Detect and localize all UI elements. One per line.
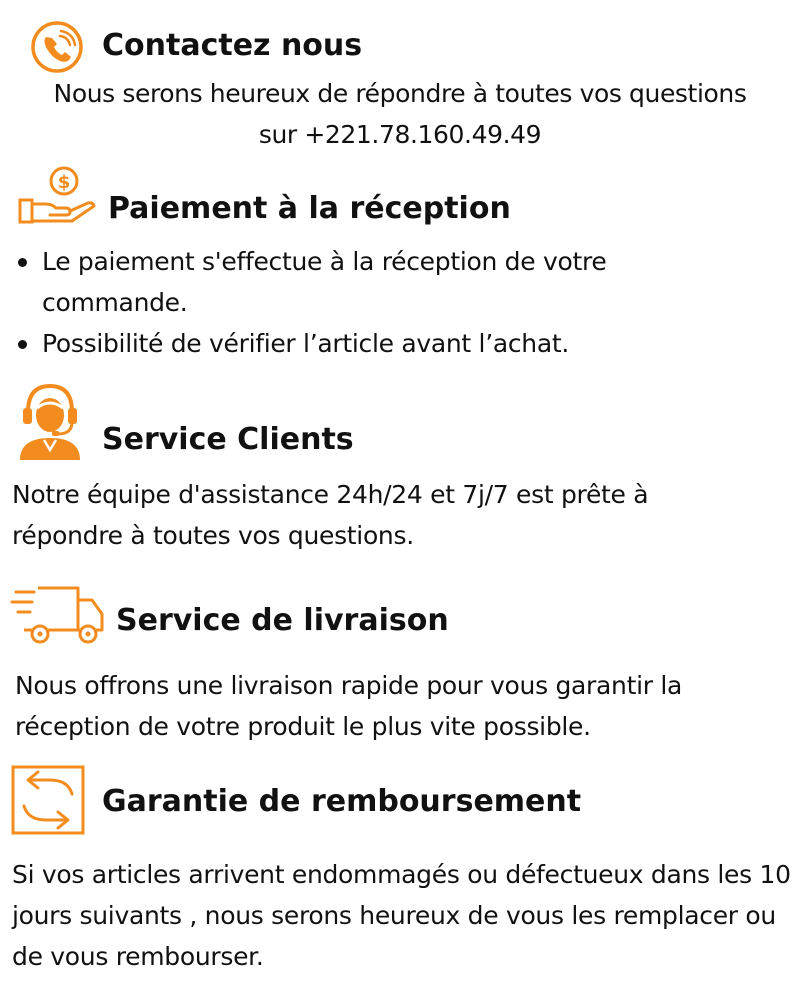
customer-service-title: Service Clients (102, 422, 354, 457)
refund-title: Garantie de remboursement (102, 784, 582, 819)
payment-title: Paiement à la réception (108, 191, 511, 226)
exchange-arrows-icon (10, 764, 86, 836)
list-item: Le paiement s'effectue à la réception de votre commande. (18, 241, 718, 323)
contact-text-line2: sur +221.78.160.49.49 (258, 120, 542, 149)
contact-title: Contactez nous (102, 28, 363, 63)
delivery-text: Nous offrons une livraison rapide pour vous garantir la réception de votre produit le plus vite possible. (15, 671, 683, 741)
delivery-truck-icon (10, 584, 106, 646)
delivery-title: Service de livraison (116, 603, 449, 638)
phone-icon (26, 20, 88, 74)
payment-bullet-list (18, 241, 718, 364)
refund-text: Si vos articles arrivent endommagés ou défectueux dans les 10 jours suivants , nous serons heureux de vous les remplacer ou de vous rembourser. (12, 860, 791, 971)
list-item: Possibilité de vérifier l’article avant l’achat. (18, 323, 718, 364)
headset-agent-icon (18, 378, 82, 460)
hand-coin-icon (16, 164, 100, 230)
customer-service-text: Notre équipe d'assistance 24h/24 et 7j/7 est prête à répondre à toutes vos questions. (12, 480, 649, 550)
svg-text:$: $ (57, 172, 71, 193)
contact-text-line1: Nous serons heureux de répondre à toutes vos questions (53, 79, 747, 108)
